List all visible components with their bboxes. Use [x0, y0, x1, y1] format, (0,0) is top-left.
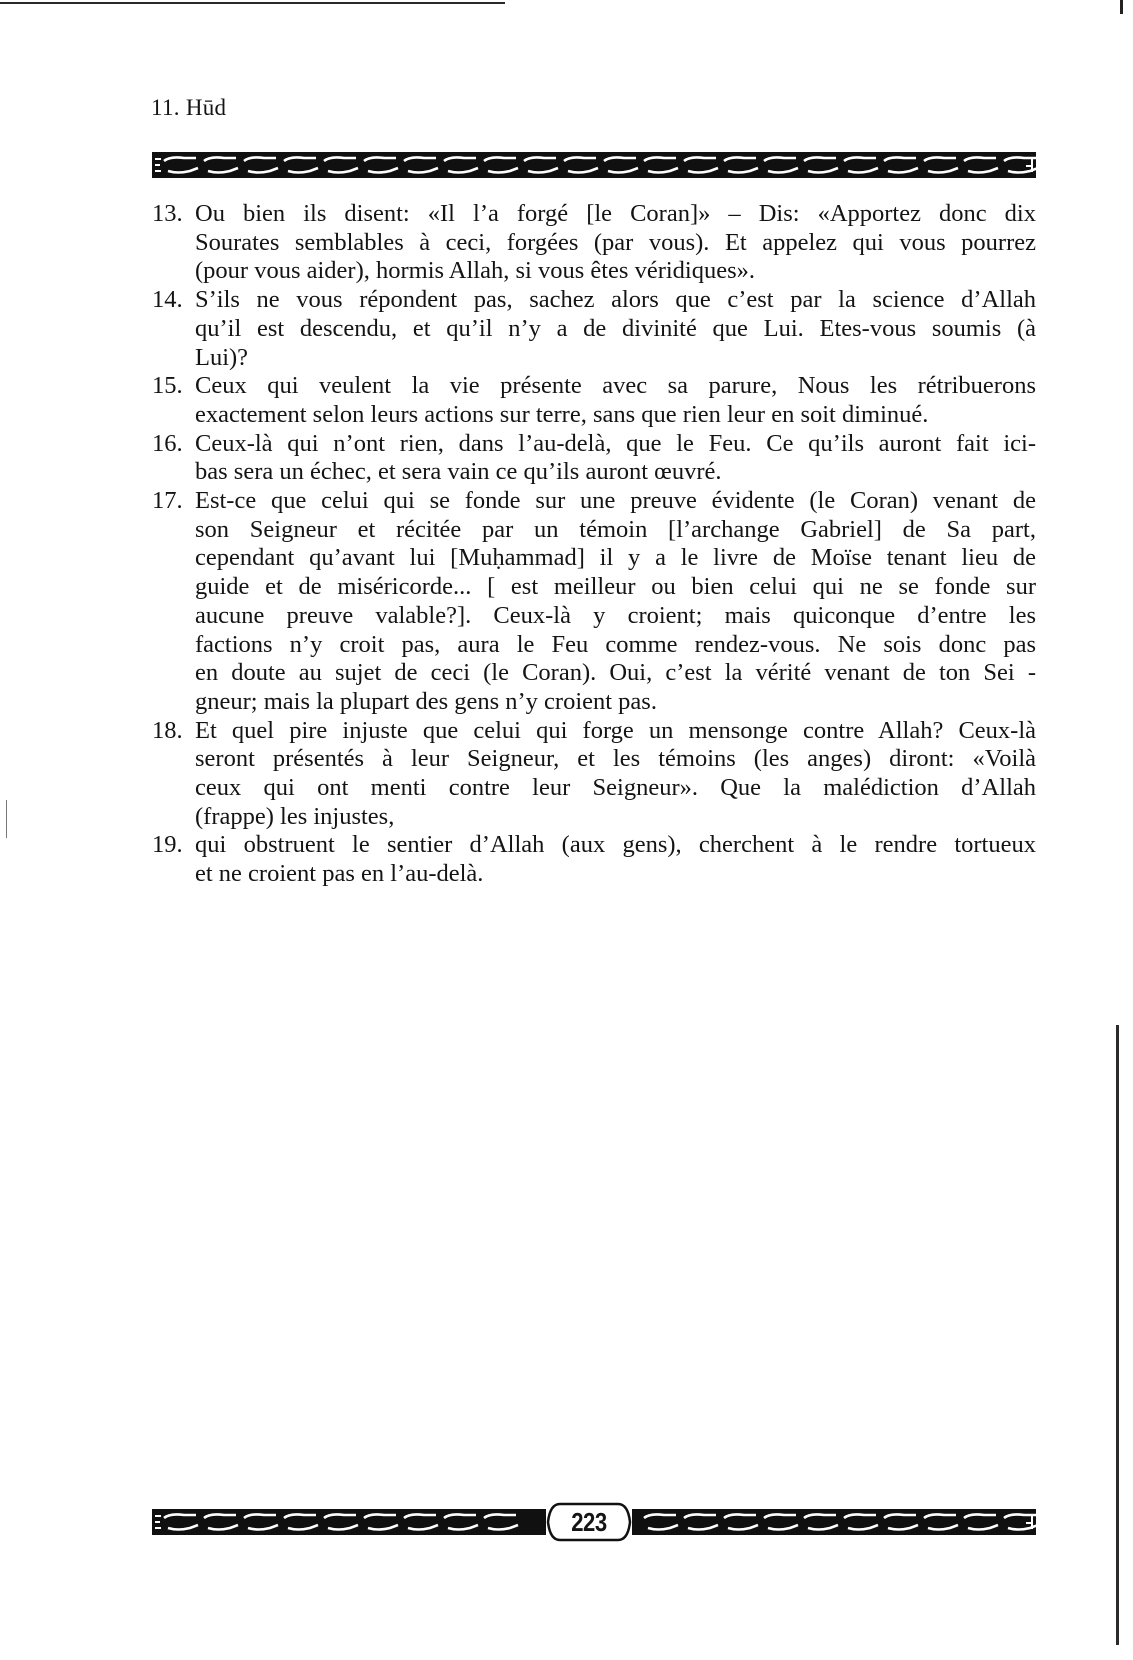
verse-number: 19. — [152, 831, 183, 859]
verse-text-line: son Seigneur et récitée par un témoin [l’archange Gabriel] de Sa part, — [195, 515, 1036, 543]
verse-text-line: seront présentés à leur Seigneur, et les témoins (les anges) diront: «Voilà — [195, 745, 1036, 773]
ornament-end-cap — [1026, 1515, 1032, 1529]
ornament-end-cap — [155, 1516, 161, 1528]
verse-text-line: qui obstruent le sentier d’Allah (aux gens), cherchent à le rendre tortueux — [195, 831, 1036, 859]
ornament-link — [364, 157, 398, 172]
verse-text-line: qu’il est descendu, et qu’il n’y a de divinité que Lui. Etes-vous soumis (à — [195, 314, 1036, 342]
ornament-link — [324, 157, 358, 172]
ornament-link — [204, 157, 238, 172]
ornament-link — [324, 1514, 358, 1529]
ornament-link — [484, 1514, 518, 1529]
verse-list — [152, 200, 1036, 889]
ornament-link — [764, 1514, 798, 1529]
ornament-chain-pattern — [152, 152, 1036, 178]
verse-text-line: (pour vous aider), hormis Allah, si vous êtes véridiques». — [195, 257, 756, 285]
ornament-link — [804, 157, 838, 172]
running-head: 11. Hūd — [151, 95, 227, 120]
ornament-link — [924, 1514, 958, 1529]
ornament-link — [884, 157, 918, 172]
ornament-link — [684, 1514, 718, 1529]
verse-number: 18. — [152, 716, 183, 744]
verse-text-line: guide et de miséricorde... [ est meilleur ou bien celui qui ne se fonde sur — [195, 573, 1036, 601]
ornament-link — [724, 157, 758, 172]
verse-text-line: exactement selon leurs actions sur terre, sans que rien leur en soit diminué. — [195, 400, 929, 428]
verse-text-line: ceux qui ont menti contre leur Seigneur». Que la malédiction d’Allah — [195, 774, 1036, 802]
verse-text-line: Sourates semblables à ceci, forgées (par vous). Et appelez qui vous pourrez — [195, 228, 1036, 256]
page-number: 223 — [571, 1507, 607, 1537]
verse-text-line: Lui)? — [195, 343, 249, 371]
verse-block — [152, 430, 1036, 487]
verse-block — [152, 717, 1036, 832]
verse-text-line: cependant qu’avant lui [Muḥammad] il y a le livre de Moïse tenant lieu de — [195, 544, 1036, 572]
ornament-end-cap — [155, 159, 161, 171]
verse-text-line: bas sera un échec, et sera vain ce qu’ils auront œuvré. — [195, 458, 722, 486]
ornament-link — [884, 1514, 918, 1529]
ornament-link — [524, 157, 558, 172]
ornament-link — [804, 1514, 838, 1529]
scan-top-edge-line — [0, 2, 505, 4]
verse-text-line: Ceux-là qui n’ont rien, dans l’au-delà, que le Feu. Ce qu’ils auront fait ici- — [195, 429, 1036, 457]
verse-text-line: Ou bien ils disent: «Il l’a forgé [le Coran]» – Dis: «Apportez donc dix — [195, 200, 1036, 227]
verse-text-line: Et quel pire injuste que celui qui forge un mensonge contre Allah? Ceux-là — [195, 716, 1036, 744]
verse-number: 16. — [152, 429, 183, 457]
ornament-link — [244, 1514, 278, 1529]
verse-text-line: factions n’y croit pas, aura le Feu comme rendez-vous. Ne sois donc pas — [195, 630, 1036, 658]
ornament-link — [964, 157, 998, 172]
ornament-link — [164, 157, 198, 172]
verse-number: 17. — [152, 487, 183, 515]
scan-corner-mark — [1120, 0, 1123, 14]
ornament-link — [404, 1514, 438, 1529]
ornament-link — [564, 157, 598, 172]
ornament-end-cap — [1026, 158, 1032, 172]
ornament-link — [284, 1514, 318, 1529]
ornament-link — [244, 157, 278, 172]
verse-text-line: (frappe) les injustes, — [195, 802, 395, 830]
scan-left-mark — [6, 800, 7, 838]
ornament-link — [364, 1514, 398, 1529]
top-ornamental-band — [152, 152, 1036, 178]
scan-right-edge-line — [1116, 1025, 1119, 1645]
ornament-link — [724, 1514, 758, 1529]
ornament-link — [444, 1514, 478, 1529]
ornament-link — [844, 157, 878, 172]
ornament-link — [644, 1514, 678, 1529]
page-number-frame — [546, 1500, 632, 1544]
verse-number: 15. — [152, 372, 183, 400]
ornament-link — [204, 1514, 238, 1529]
verse-block — [152, 372, 1036, 429]
ornament-link — [964, 1514, 998, 1529]
verse-block — [152, 200, 1036, 286]
verse-block — [152, 831, 1036, 888]
verse-block — [152, 286, 1036, 372]
ornament-link — [844, 1514, 878, 1529]
verse-text-line: en doute au sujet de ceci (le Coran). Oui, c’est la vérité venant de ton Sei - — [195, 659, 1036, 687]
verse-text-line: gneur; mais la plupart des gens n’y croient pas. — [195, 687, 657, 715]
ornament-link — [484, 157, 518, 172]
verse-number: 13. — [152, 200, 183, 227]
verse-text-line: S’ils ne vous répondent pas, sachez alors que c’est par la science d’Allah — [195, 286, 1036, 314]
ornament-link — [164, 1514, 198, 1529]
verse-block — [152, 487, 1036, 717]
ornament-link — [924, 157, 958, 172]
verse-text-line: aucune preuve valable?]. Ceux-là y croient; mais quiconque d’entre les — [195, 601, 1036, 629]
ornament-link — [444, 157, 478, 172]
ornament-link — [764, 157, 798, 172]
ornament-link — [284, 157, 318, 172]
ornament-link — [644, 157, 678, 172]
verse-text-line: et ne croient pas en l’au-delà. — [195, 860, 484, 888]
verse-text-line: Est-ce que celui qui se fonde sur une preuve évidente (le Coran) venant de — [195, 487, 1036, 515]
verse-number: 14. — [152, 286, 183, 314]
ornament-link — [684, 157, 718, 172]
verse-text-line: Ceux qui veulent la vie présente avec sa parure, Nous les rétribuerons — [195, 372, 1036, 400]
ornament-link — [404, 157, 438, 172]
ornament-link — [604, 157, 638, 172]
